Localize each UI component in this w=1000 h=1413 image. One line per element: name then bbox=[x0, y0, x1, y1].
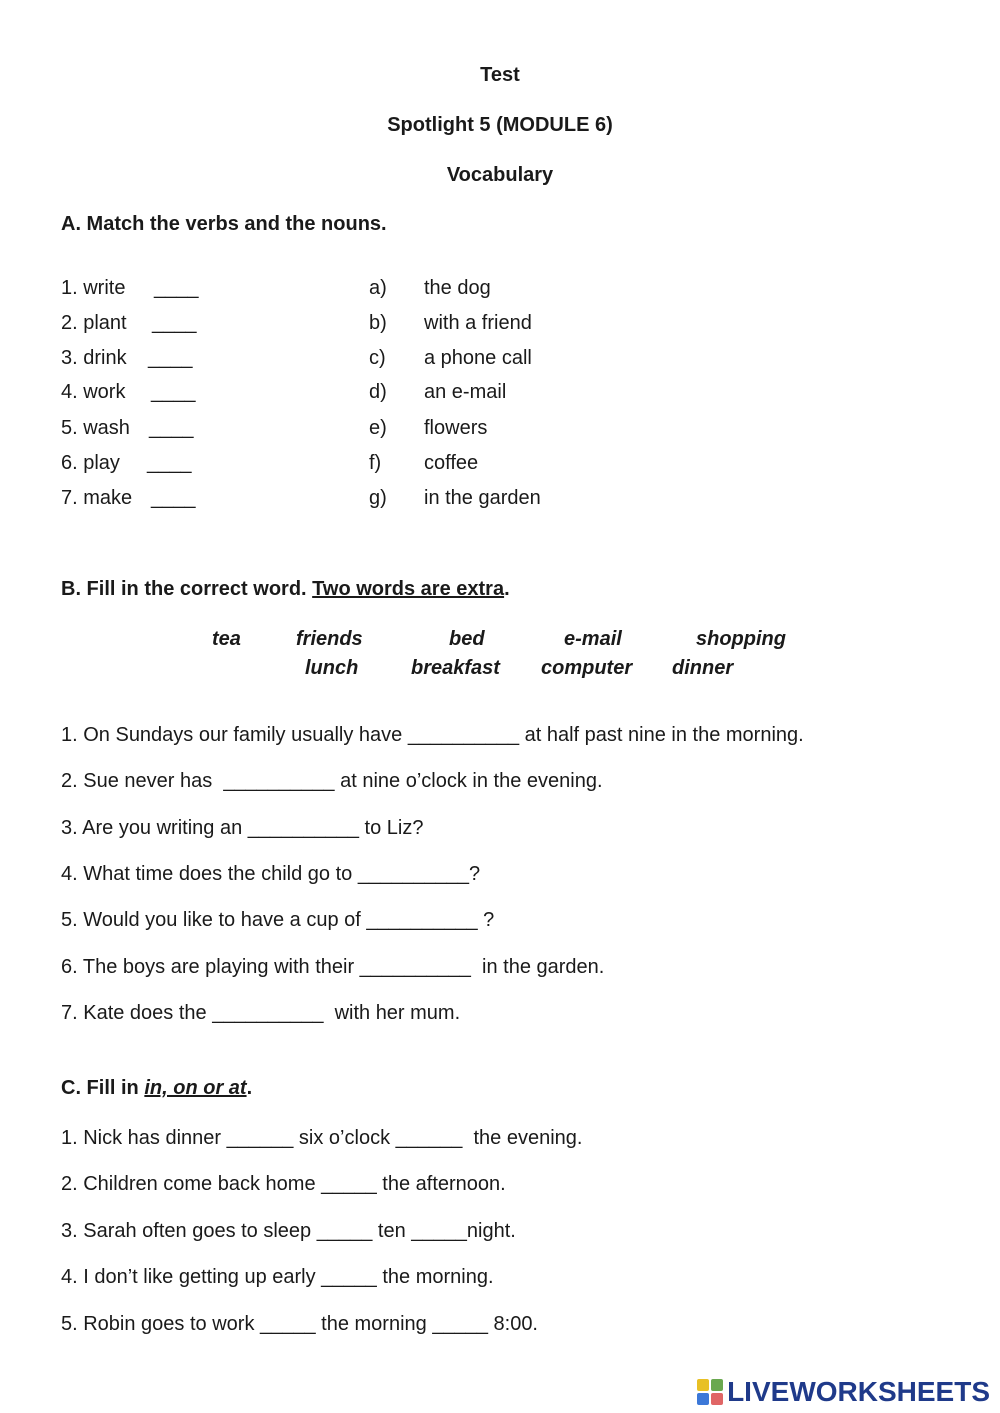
fill-sentence[interactable]: 2. Children come back home _____ the afternoon. bbox=[61, 1173, 506, 1195]
noun-item: f) coffee bbox=[369, 452, 479, 474]
fill-sentence[interactable]: 4. I don’t like getting up early _____ the morning. bbox=[61, 1266, 494, 1288]
answer-blank[interactable]: ____ bbox=[151, 487, 196, 509]
word-bank-item: e-mail bbox=[564, 628, 622, 650]
word-bank-item: bed bbox=[449, 628, 485, 650]
noun-item: a) the dog bbox=[369, 277, 491, 299]
word-bank-item: breakfast bbox=[411, 657, 500, 679]
fill-sentence[interactable]: 2. Sue never has __________ at nine o’clock in the evening. bbox=[61, 770, 603, 792]
word-bank-item: friends bbox=[296, 628, 363, 650]
section-a-heading: A. Match the verbs and the nouns. bbox=[61, 213, 387, 235]
word-bank-item: lunch bbox=[305, 657, 359, 679]
noun-item: b) with a friend bbox=[369, 312, 532, 334]
verb-item: 6. play ____ bbox=[61, 452, 192, 474]
fill-sentence[interactable]: 4. What time does the child go to __________? bbox=[61, 863, 481, 885]
noun-item: e) flowers bbox=[369, 417, 488, 439]
section-c-heading: C. Fill in in, on or at. bbox=[61, 1077, 253, 1099]
fill-sentence[interactable]: 6. The boys are playing with their __________ in the garden. bbox=[61, 956, 605, 978]
noun-item: g) in the garden bbox=[369, 487, 541, 509]
fill-sentence[interactable]: 1. Nick has dinner ______ six o’clock ______ the evening. bbox=[61, 1127, 583, 1149]
verb-item: 3. drink ____ bbox=[61, 347, 193, 369]
verb-item: 4. work ____ bbox=[61, 381, 196, 403]
answer-blank[interactable]: ____ bbox=[151, 381, 196, 403]
section-b-heading: B. Fill in the correct word. Two words are extra. bbox=[61, 578, 510, 600]
word-bank-item: computer bbox=[541, 657, 633, 679]
page-title: Test bbox=[480, 64, 520, 86]
answer-blank[interactable]: ____ bbox=[152, 312, 197, 334]
answer-blank[interactable]: ____ bbox=[149, 417, 194, 439]
fill-sentence[interactable]: 3. Sarah often goes to sleep _____ ten _____night. bbox=[61, 1220, 516, 1242]
fill-sentence[interactable]: 3. Are you writing an __________ to Liz? bbox=[61, 817, 424, 839]
noun-item: d) an e-mail bbox=[369, 381, 507, 403]
fill-sentence[interactable]: 5. Would you like to have a cup of __________ ? bbox=[61, 909, 495, 931]
word-bank-item: dinner bbox=[672, 657, 734, 679]
verb-item: 5. wash ____ bbox=[61, 417, 194, 439]
verb-item: 1. write ____ bbox=[61, 277, 199, 299]
answer-blank[interactable]: ____ bbox=[147, 452, 192, 474]
section-title: Vocabulary bbox=[446, 164, 554, 186]
fill-sentence[interactable]: 5. Robin goes to work _____ the morning _____ 8:00. bbox=[61, 1313, 538, 1335]
verb-item: 2. plant ____ bbox=[61, 312, 197, 334]
fill-sentence[interactable]: 7. Kate does the __________ with her mum. bbox=[61, 1002, 461, 1024]
liveworksheets-logo-icon bbox=[697, 1379, 723, 1405]
brand-name: LIVEWORKSHEETS bbox=[727, 1376, 990, 1407]
answer-blank[interactable]: ____ bbox=[154, 277, 199, 299]
fill-sentence[interactable]: 1. On Sundays our family usually have __________ at half past nine in the morning. bbox=[61, 724, 804, 746]
liveworksheets-logo bbox=[697, 1374, 990, 1410]
verb-item: 7. make ____ bbox=[61, 487, 196, 509]
word-bank-item: tea bbox=[212, 628, 241, 650]
answer-blank[interactable]: ____ bbox=[148, 347, 193, 369]
word-bank-item: shopping bbox=[696, 628, 786, 650]
page-subtitle: Spotlight 5 (MODULE 6) bbox=[387, 114, 613, 136]
noun-item: c) a phone call bbox=[369, 347, 532, 369]
